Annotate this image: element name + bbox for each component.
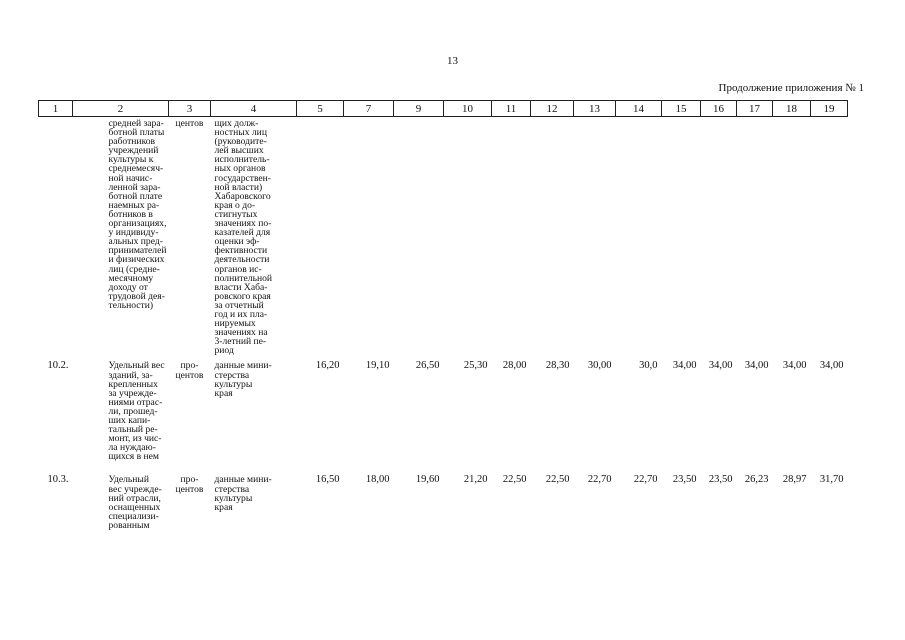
- value-cell: [616, 117, 662, 362]
- value-cell: [444, 117, 492, 362]
- cell-line: работников: [108, 136, 156, 148]
- cell-line: ботной плате: [108, 190, 163, 202]
- header-cell: 16: [701, 101, 737, 117]
- value-cell: 28,97: [782, 474, 807, 486]
- cell-line: ний отрасли,: [108, 492, 161, 504]
- value-cell: 34,00: [744, 360, 769, 372]
- cell-line: края: [214, 387, 233, 399]
- cell-line: центов: [175, 483, 204, 495]
- cell-line: ных органов: [214, 163, 266, 175]
- value-cell: 34,00: [782, 360, 807, 372]
- value-cell: 19,60: [415, 474, 440, 486]
- cell-line: ботной платы: [108, 127, 165, 139]
- indicator-name: [73, 117, 169, 362]
- cell-line: вес учрежде-: [108, 483, 162, 495]
- cell-line: ленной зара-: [108, 181, 161, 193]
- cell-line: щихся в нем: [108, 451, 160, 463]
- header-cell: 15: [662, 101, 701, 117]
- value-cell: [344, 117, 394, 362]
- value-cell: [394, 117, 444, 362]
- value-cell: 19,10: [365, 360, 390, 372]
- value-cell: 30,0: [639, 360, 658, 372]
- cell-line: 3-летний пе-: [214, 336, 267, 348]
- header-cell: 18: [773, 101, 811, 117]
- cell-line: стерства: [214, 369, 250, 381]
- cell-line: и физических: [108, 254, 165, 266]
- header-cell: 4: [211, 101, 297, 117]
- value-cell: 23,50: [672, 474, 697, 486]
- cell-line: нируемых: [214, 318, 256, 330]
- header-row: [39, 101, 848, 117]
- cell-line: Удельный: [108, 474, 149, 486]
- source-cell: [211, 361, 297, 475]
- header-cell: 12: [531, 101, 574, 117]
- cell-line: данные мини-: [214, 360, 272, 372]
- cell-line: деятельности: [214, 254, 270, 266]
- unit-cell: [169, 117, 211, 362]
- indicators-table: [38, 100, 848, 530]
- cell-line: риод: [214, 345, 234, 357]
- value-cell: 23,50: [708, 474, 733, 486]
- cell-line: специализи-: [108, 510, 159, 522]
- cell-line: ботников в: [108, 208, 153, 220]
- value-cell: 28,30: [545, 360, 570, 372]
- cell-line: щих долж-: [214, 118, 259, 129]
- header-cell: 11: [492, 101, 531, 117]
- cell-line: центов: [175, 118, 204, 129]
- cell-line: доходу от: [108, 281, 148, 293]
- cell-line: оснащенных: [108, 501, 161, 513]
- unit-cell: [169, 361, 211, 475]
- value-cell: [574, 117, 616, 362]
- value-cell: 28,00: [502, 360, 527, 372]
- value-cell: 34,00: [708, 360, 733, 372]
- value-cell: [737, 117, 773, 362]
- cell-line: лиц (средне-: [108, 263, 160, 275]
- cell-line: за учрежде-: [108, 387, 157, 399]
- row-number: 10.2.: [47, 360, 69, 372]
- header-cell: 5: [297, 101, 344, 117]
- indicator-name: [73, 475, 169, 530]
- header-cell: 3: [169, 101, 211, 117]
- header-cell: 13: [574, 101, 616, 117]
- cell-line: организациях,: [108, 218, 167, 230]
- cell-line: среднемесяч-: [108, 163, 164, 175]
- cell-line: рованным: [108, 519, 150, 531]
- cell-line: исполнитель-: [214, 154, 270, 166]
- cell-line: (руководите-: [214, 136, 267, 148]
- header-cell: 19: [811, 101, 848, 117]
- source-cell: [211, 475, 297, 530]
- table-row: [39, 117, 848, 362]
- cell-line: месячному: [108, 272, 154, 284]
- row-number: 10.3.: [47, 474, 69, 486]
- value-cell: 26,23: [744, 474, 769, 486]
- table-row: [39, 361, 848, 475]
- value-cell: 34,00: [672, 360, 697, 372]
- unit-cell: [169, 475, 211, 530]
- value-cell: 16,20: [315, 360, 340, 372]
- cell-line: наемных ра-: [108, 199, 160, 211]
- cell-line: принимателей: [108, 245, 167, 257]
- value-cell: 18,00: [365, 474, 390, 486]
- header-cell: 9: [394, 101, 444, 117]
- cell-line: за отчетный: [214, 299, 264, 311]
- header-cell: 1: [39, 101, 73, 117]
- value-cell: 16,50: [315, 474, 340, 486]
- cell-line: культуры: [214, 378, 253, 390]
- value-cell: [531, 117, 574, 362]
- row-number: [39, 117, 73, 362]
- cell-line: ной власти): [214, 181, 263, 193]
- cell-line: казателей для: [214, 227, 271, 239]
- header-cell: 10: [444, 101, 492, 117]
- cell-line: зданий, за-: [108, 369, 153, 381]
- cell-line: альных пред-: [108, 236, 163, 248]
- header-cell: 7: [344, 101, 394, 117]
- value-cell: [492, 117, 531, 362]
- cell-line: про-: [180, 360, 199, 372]
- cell-line: оценки эф-: [214, 236, 260, 248]
- cell-line: ниями отрас-: [108, 396, 163, 408]
- cell-line: культуры к: [108, 154, 154, 166]
- cell-line: стерства: [214, 483, 250, 495]
- cell-line: средней зара-: [108, 118, 164, 129]
- cell-line: Хабаровского: [214, 190, 271, 202]
- table-row: [39, 475, 848, 530]
- value-cell: 22,70: [633, 474, 658, 486]
- indicator-name: [73, 361, 169, 475]
- cell-line: ших капи-: [108, 415, 151, 426]
- cell-line: ностных лиц: [214, 127, 267, 139]
- cell-line: полнительной: [214, 272, 273, 284]
- cell-line: государствен-: [214, 172, 272, 184]
- cell-line: учреждений: [108, 145, 159, 157]
- cell-line: органов ис-: [214, 263, 262, 275]
- cell-line: год и их пла-: [214, 308, 268, 320]
- cell-line: монт, из чис-: [108, 433, 162, 445]
- cell-line: стигнутых: [214, 208, 258, 220]
- cell-line: власти Хаба-: [214, 281, 268, 293]
- value-cell: [701, 117, 737, 362]
- cell-line: края: [214, 501, 233, 513]
- cell-line: про-: [180, 474, 199, 486]
- value-cell: 34,00: [819, 360, 844, 372]
- value-cell: 21,20: [463, 474, 488, 486]
- cell-line: значениях на: [214, 327, 268, 339]
- cell-line: трудовой дея-: [108, 290, 165, 302]
- value-cell: 26,50: [415, 360, 440, 372]
- cell-line: ла нуждаю-: [108, 442, 156, 454]
- value-cell: [811, 117, 848, 362]
- cell-line: фективности: [214, 245, 268, 257]
- cell-line: центов: [175, 369, 204, 381]
- cell-line: ной начис-: [108, 172, 153, 184]
- cell-line: культуры: [214, 492, 253, 504]
- cell-line: у индивиду-: [108, 227, 159, 239]
- value-cell: 22,50: [545, 474, 570, 486]
- page-number: 13: [447, 55, 458, 67]
- cell-line: лей высших: [214, 145, 264, 157]
- cell-line: края о до-: [214, 199, 256, 211]
- header-cell: 17: [737, 101, 773, 117]
- value-cell: [662, 117, 701, 362]
- cell-line: данные мини-: [214, 474, 272, 486]
- header-cell: 2: [73, 101, 169, 117]
- value-cell: 22,70: [587, 474, 612, 486]
- value-cell: 30,00: [587, 360, 612, 372]
- cell-line: ли, прошед-: [108, 405, 158, 417]
- cell-line: Удельный вес: [108, 360, 165, 372]
- value-cell: [297, 117, 344, 362]
- value-cell: [773, 117, 811, 362]
- cell-line: крепленных: [108, 378, 158, 390]
- continuation-caption: Продолжение приложения № 1: [718, 82, 864, 94]
- source-cell: [211, 117, 297, 362]
- value-cell: 22,50: [502, 474, 527, 486]
- table-body: [39, 117, 848, 531]
- cell-line: значениях по-: [214, 218, 272, 230]
- cell-line: тальный ре-: [108, 424, 158, 436]
- cell-line: ровского края: [214, 290, 271, 302]
- value-cell: 25,30: [463, 360, 488, 372]
- cell-line: тельности): [108, 299, 154, 311]
- value-cell: 31,70: [819, 474, 844, 486]
- header-cell: 14: [616, 101, 662, 117]
